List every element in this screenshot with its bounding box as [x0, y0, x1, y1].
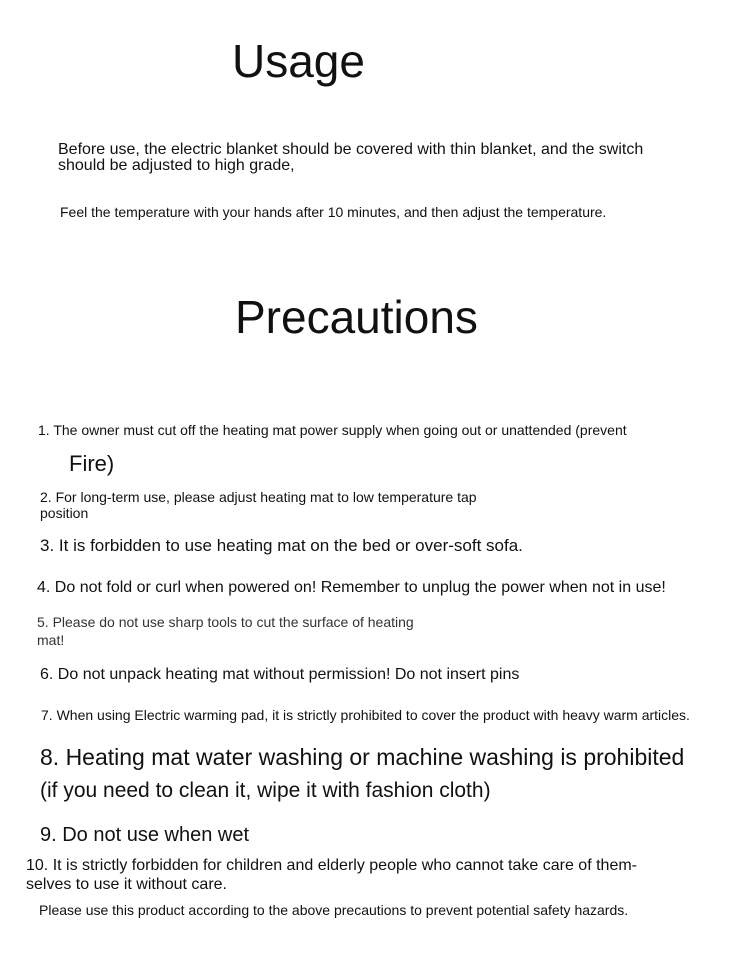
precaution-item-3: 3. It is forbidden to use heating mat on the bed or over-soft sofa.: [40, 536, 523, 555]
precautions-footer-note: Please use this product according to the above precautions to prevent potential safety hazards.: [39, 902, 629, 918]
precautions-title: Precautions: [235, 291, 478, 343]
usage-paragraph-2: Feel the temperature with your hands after 10 minutes, and then adjust the temperature.: [60, 204, 607, 220]
precaution-item-1-line-1: 1. The owner must cut off the heating mat power supply when going out or unattended (prevent: [38, 422, 627, 438]
precaution-item-10-line-1: 10. It is strictly forbidden for children and elderly people who cannot take care of them-: [26, 857, 637, 874]
precaution-item-5-line-2: mat!: [37, 632, 65, 648]
usage-title: Usage: [232, 35, 365, 87]
precaution-item-10-line-2: selves to use it without care.: [26, 876, 227, 893]
precaution-item-6: 6. Do not unpack heating mat without permission! Do not insert pins: [40, 666, 520, 683]
usage-paragraph-1-line-1: Before use, the electric blanket should be covered with thin blanket, and the switch: [58, 141, 644, 158]
precaution-item-7: 7. When using Electric warming pad, it is strictly prohibited to cover the product with heavy warm articles.: [41, 707, 690, 723]
precaution-item-8-line-1: 8. Heating mat water washing or machine washing is prohibited: [40, 744, 685, 770]
precaution-item-4: 4. Do not fold or curl when powered on! Remember to unplug the power when not in use!: [37, 579, 666, 596]
usage-paragraph-1-line-2: should be adjusted to high grade,: [58, 157, 295, 174]
precaution-item-8-line-2: (if you need to clean it, wipe it with fashion cloth): [40, 779, 491, 802]
precaution-item-5-line-1: 5. Please do not use sharp tools to cut the surface of heating: [37, 614, 414, 630]
precaution-item-9: 9. Do not use when wet: [40, 824, 250, 846]
precaution-item-2-line-1: 2. For long-term use, please adjust heating mat to low temperature tap: [40, 489, 477, 505]
precaution-item-2-line-2: position: [40, 505, 89, 521]
precaution-item-1-line-2: Fire): [69, 451, 115, 476]
